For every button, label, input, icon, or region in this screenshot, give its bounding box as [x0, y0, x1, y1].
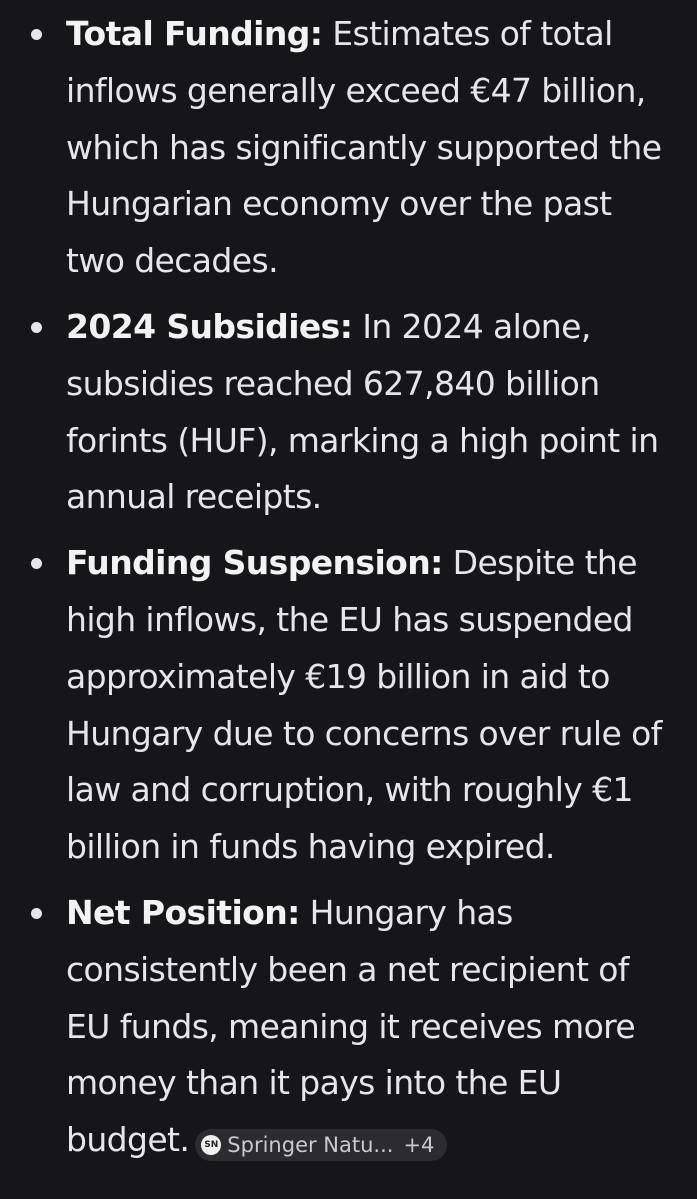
springer-nature-logo-icon: SN — [201, 1135, 221, 1155]
bullet-dot-icon — [31, 908, 42, 919]
bullet-text: Hungary has consistently been a net recipient of EU funds, meaning it receives more money than it pays into the EU budget. — [66, 892, 636, 1160]
list-item — [0, 6, 697, 290]
list-item — [0, 299, 697, 526]
bullet-dot-icon — [31, 558, 42, 569]
bullet-term: Net Position: — [66, 892, 300, 932]
answer-bullet-list — [0, 6, 697, 1178]
bullet-dot-icon — [31, 29, 42, 40]
bullet-dot-icon — [31, 322, 42, 333]
bullet-term: 2024 Subsidies: — [66, 306, 353, 346]
bullet-text: Despite the high inflows, the EU has suspended approximately €19 billion in aid to Hungary due to concerns over rule of law and corruption, with roughly €1 billion in funds having expired. — [66, 543, 662, 867]
list-item — [0, 535, 697, 876]
source-chip-label: Springer Natu... — [227, 1133, 394, 1158]
source-chip[interactable] — [195, 1129, 447, 1161]
source-chip-more-count: +4 — [403, 1133, 435, 1158]
bullet-text: In 2024 alone, subsidies reached 627,840 billion forints (HUF), marking a high point in annual receipts. — [66, 306, 659, 517]
bullet-text: Estimates of total inflows generally exceed €47 billion, which has significantly supported the Hungarian economy over the past two decades. — [66, 14, 662, 281]
list-item — [0, 885, 697, 1169]
bullet-term: Total Funding: — [66, 14, 323, 53]
bullet-term: Funding Suspension: — [66, 543, 443, 583]
